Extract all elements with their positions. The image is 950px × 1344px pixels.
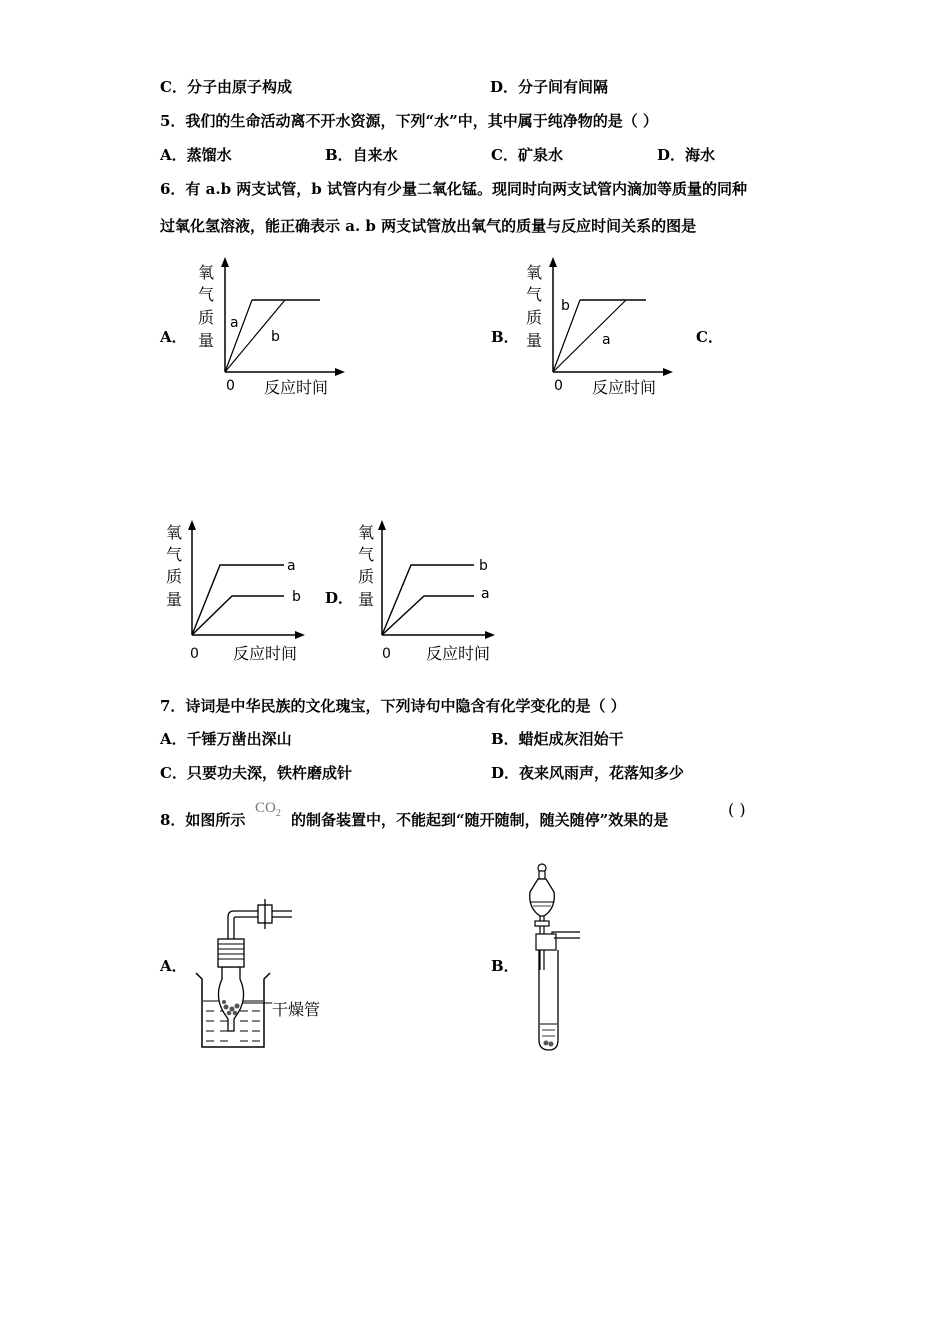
q8-apparatus-a <box>188 895 348 1055</box>
graph-d-label-a: a <box>481 586 490 602</box>
q5-option-a: A．蒸馏水 <box>160 146 232 164</box>
graph-a-ylabel-1: 氧 <box>198 263 215 282</box>
graph-d-origin: 0 <box>382 646 391 662</box>
q4-option-d: D．分子间有间隔 <box>490 78 609 96</box>
graph-c-label-a: a <box>287 558 296 574</box>
graph-b-ylabel-2: 气 <box>526 285 543 304</box>
graph-d-ylabel-4: 量 <box>358 590 375 609</box>
q6-label-c: C． <box>696 328 723 346</box>
graph-b-xlabel: 反应时间 <box>592 378 657 397</box>
q8-fig-a-label: 干燥管 <box>272 1000 321 1019</box>
q8-label-a: A． <box>160 957 187 975</box>
graph-b-origin: 0 <box>554 378 563 394</box>
graph-c-ylabel-1: 氧 <box>166 523 183 542</box>
q6-stem-line2: 过氧化氢溶液，能正确表示 a. b 两支试管放出氧气的质量与反应时间关系的图是 <box>160 217 697 235</box>
graph-d <box>352 518 512 668</box>
q8-stem-suffix: 的制备装置中，不能起到“随开随制，随关随停”效果的是 <box>291 811 669 829</box>
graph-c-ylabel-4: 量 <box>166 590 183 609</box>
graph-b-label-b: b <box>561 298 570 314</box>
graph-b-ylabel-4: 量 <box>526 331 543 350</box>
graph-a-ylabel-3: 质 <box>198 308 215 327</box>
graph-a-ylabel-4: 量 <box>198 331 215 350</box>
graph-b-ylabel-3: 质 <box>526 308 543 327</box>
q6-stem-line1: 6．有 a.b 两支试管，b 试管内有少量二氧化锰。现同时向两支试管内滴加等质量的同种 <box>160 180 748 198</box>
graph-d-xlabel: 反应时间 <box>426 644 491 663</box>
q6-label-d: D． <box>325 589 354 607</box>
graph-b-label-a: a <box>602 332 611 348</box>
graph-b-ylabel-1: 氧 <box>526 263 543 282</box>
q8-formula: $CO_2$ <box>255 800 281 819</box>
graph-a <box>190 255 350 405</box>
graph-c-ylabel-3: 质 <box>166 567 183 586</box>
graph-a-label-a: a <box>230 315 239 331</box>
q8-label-b: B． <box>491 957 519 975</box>
graph-c <box>160 518 320 668</box>
q5-stem: 5．我们的生命活动离不开水资源，下列“水”中，其中属于纯净物的是（ ） <box>160 112 658 130</box>
graph-d-ylabel-2: 气 <box>358 545 375 564</box>
q7-option-b: B．蜡炬成灰泪始干 <box>491 730 624 748</box>
graph-a-xlabel: 反应时间 <box>264 378 329 397</box>
graph-c-origin: 0 <box>190 646 199 662</box>
graph-a-line-a <box>225 300 252 372</box>
q6-label-a: A． <box>160 328 187 346</box>
graph-b <box>518 255 678 405</box>
q5-option-c: C．矿泉水 <box>491 146 563 164</box>
graph-d-ylabel-1: 氧 <box>358 523 375 542</box>
graph-d-line-b <box>382 565 474 635</box>
q7-option-d: D．夜来风雨声，花落知多少 <box>491 764 685 782</box>
q8-apparatus-b <box>520 858 600 1058</box>
graph-d-label-b: b <box>479 558 488 574</box>
graph-c-xlabel: 反应时间 <box>233 644 298 663</box>
graph-c-label-b: b <box>292 589 301 605</box>
graph-a-label-b: b <box>271 329 280 345</box>
q8-stem-prefix: 8．如图所示 <box>160 811 246 829</box>
graph-a-ylabel-2: 气 <box>198 285 215 304</box>
q7-option-a: A．千锤万凿出深山 <box>160 730 292 748</box>
q6-label-b: B． <box>491 328 519 346</box>
q5-option-b: B．自来水 <box>325 146 398 164</box>
q7-stem: 7．诗词是中华民族的文化瑰宝，下列诗句中隐含有化学变化的是（ ） <box>160 697 626 715</box>
q7-option-c: C．只要功夫深，铁杵磨成针 <box>160 764 352 782</box>
q4-option-c: C．分子由原子构成 <box>160 78 292 96</box>
q8-paren: ( ) <box>728 800 746 819</box>
graph-a-origin: 0 <box>226 378 235 394</box>
q5-option-d: D．海水 <box>657 146 716 164</box>
graph-d-ylabel-3: 质 <box>358 567 375 586</box>
graph-c-ylabel-2: 气 <box>166 545 183 564</box>
graph-c-line-a <box>192 565 284 635</box>
